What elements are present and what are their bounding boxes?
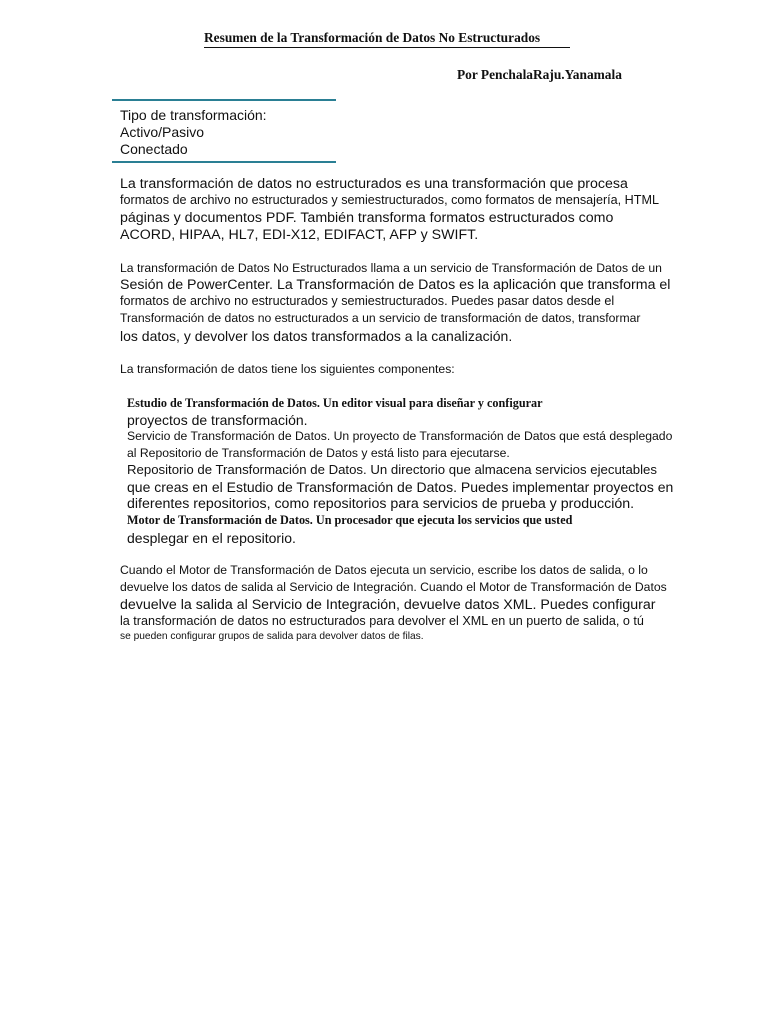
paragraph-4-line: devuelve la salida al Servicio de Integración, devuelve datos XML. Puedes configurar <box>120 597 656 613</box>
component-studio-line: Estudio de Transformación de Datos. Un editor visual para diseñar y configurar <box>127 396 543 410</box>
type-value-active-passive: Activo/Pasivo <box>120 124 205 140</box>
type-label: Tipo de transformación: <box>120 107 267 123</box>
paragraph-1-line: ACORD, HIPAA, HL7, EDI-X12, EDIFACT, AFP y SWIFT. <box>120 227 479 243</box>
paragraph-2-line: Sesión de PowerCenter. La Transformación de Datos es la aplicación que transforma el <box>120 277 671 293</box>
component-engine-line: Motor de Transformación de Datos. Un procesador que ejecuta los servicios que usted <box>127 513 573 527</box>
paragraph-2-line: los datos, y devolver los datos transformados a la canalización. <box>120 328 513 344</box>
component-repository-line: diferentes repositorios, como repositorios para servicios de prueba y producción. <box>127 496 635 512</box>
document-title: Resumen de la Transformación de Datos No Estructurados <box>204 30 570 48</box>
paragraph-4-line: Cuando el Motor de Transformación de Datos ejecuta un servicio, escribe los datos de salida, o lo <box>120 563 648 577</box>
paragraph-2-line: La transformación de Datos No Estructurados llama a un servicio de Transformación de Datos de un <box>120 261 662 275</box>
paragraph-2-line: Transformación de datos no estructurados a un servicio de transformación de datos, transformar <box>120 311 641 325</box>
transformation-type-box <box>112 99 336 163</box>
paragraph-1-line: formatos de archivo no estructurados y semiestructurados, como formatos de mensajería, HTML <box>120 193 659 207</box>
component-engine-line: desplegar en el repositorio. <box>127 530 296 546</box>
paragraph-3: La transformación de datos tiene los siguientes componentes: <box>120 362 455 376</box>
component-service-line: al Repositorio de Transformación de Datos y está listo para ejecutarse. <box>127 446 510 460</box>
component-repository-line: que creas en el Estudio de Transformación de Datos. Puedes implementar proyectos en <box>127 479 674 495</box>
type-value-connected: Conectado <box>120 141 188 157</box>
document-author: Por PenchalaRaju.Yanamala <box>457 67 622 82</box>
paragraph-4-line: se pueden configurar grupos de salida para devolver datos de filas. <box>120 631 424 642</box>
component-studio-line: proyectos de transformación. <box>127 412 308 428</box>
paragraph-4-line: la transformación de datos no estructurados para devolver el XML en un puerto de salida, o tú <box>120 614 644 628</box>
paragraph-2-line: formatos de archivo no estructurados y semiestructurados. Puedes pasar datos desde el <box>120 294 615 308</box>
paragraph-4-line: devuelve los datos de salida al Servicio de Integración. Cuando el Motor de Transformación de Datos <box>120 580 667 594</box>
paragraph-1-line: páginas y documentos PDF. También transforma formatos estructurados como <box>120 210 614 226</box>
component-service-line: Servicio de Transformación de Datos. Un proyecto de Transformación de Datos que está desplegado <box>127 429 673 443</box>
component-repository-line: Repositorio de Transformación de Datos. Un directorio que almacena servicios ejecutables <box>127 462 657 477</box>
paragraph-1-line: La transformación de datos no estructurados es una transformación que procesa <box>120 176 628 192</box>
